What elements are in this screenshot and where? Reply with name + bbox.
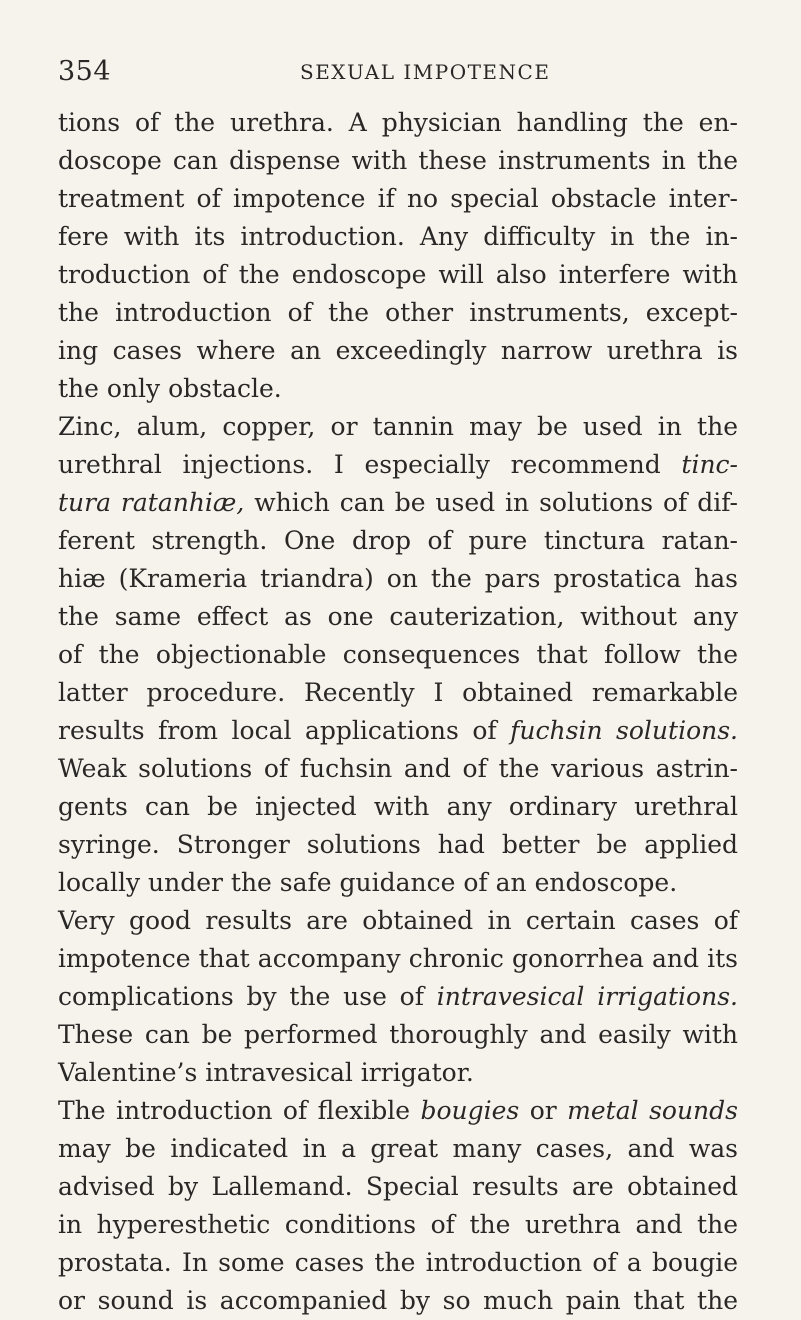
text-segment: advised by Lallemand. Special results are obtained — [58, 1172, 738, 1201]
text-segment: urethral injections. I especially recommend — [58, 450, 682, 479]
text-segment: tions of the urethra. A physician handling the en- — [58, 108, 738, 137]
text-line — [58, 712, 738, 750]
text-segment: the introduction of the other instruments, except- — [58, 298, 738, 327]
text-line — [58, 636, 738, 674]
running-title: SEXUAL IMPOTENCE — [300, 60, 551, 84]
italic-text: bougies — [420, 1096, 520, 1125]
text-segment: The introduction of flexible — [58, 1096, 421, 1125]
text-line — [58, 940, 738, 978]
text-segment: locally under the safe guidance of an endoscope. — [58, 868, 678, 897]
text-line — [58, 902, 738, 940]
text-segment: syringe. Stronger solutions had better be applied — [58, 830, 738, 859]
page-number: 354 — [58, 56, 112, 87]
page-header — [58, 56, 738, 92]
text-segment: doscope can dispense with these instruments in the — [58, 146, 738, 175]
text-segment: troduction of the endoscope will also interfere with — [58, 260, 738, 289]
text-line — [58, 256, 738, 294]
italic-text: tura ratanhiæ, — [58, 488, 245, 517]
text-segment: may be indicated in a great many cases, and was — [58, 1134, 738, 1163]
text-segment: the same effect as one cauterization, without any — [58, 602, 738, 631]
text-line — [58, 1092, 738, 1130]
text-line — [58, 332, 738, 370]
text-segment: ing cases where an exceedingly narrow urethra is — [58, 336, 738, 365]
text-segment: Valentine’s intravesical irrigator. — [58, 1058, 474, 1087]
text-line — [58, 1168, 738, 1206]
text-segment: treatment of impotence if no special obstacle inter- — [58, 184, 738, 213]
text-line — [58, 294, 738, 332]
italic-text: metal sounds — [567, 1096, 738, 1125]
text-segment: Very good results are obtained in certain cases of — [58, 906, 738, 935]
text-segment: prostata. In some cases the introduction of a bougie — [58, 1248, 738, 1277]
text-line — [58, 370, 738, 408]
text-segment: hiæ (Krameria triandra) on the pars prostatica has — [58, 564, 738, 593]
italic-text: intravesical irrigations. — [436, 982, 738, 1011]
text-segment: which can be used in solutions of dif- — [244, 488, 739, 517]
text-segment: ferent strength. One drop of pure tinctura ratan- — [58, 526, 738, 555]
text-line — [58, 446, 738, 484]
text-line — [58, 598, 738, 636]
text-segment: Weak solutions of fuchsin and of the various astrin- — [58, 754, 738, 783]
text-line — [58, 1282, 738, 1320]
text-line — [58, 826, 738, 864]
text-segment: fere with its introduction. Any difficulty in the in- — [58, 222, 738, 251]
text-line — [58, 1244, 738, 1282]
text-line — [58, 1054, 738, 1092]
text-segment: gents can be injected with any ordinary urethral — [58, 792, 738, 821]
text-line — [58, 864, 738, 902]
text-line — [58, 1206, 738, 1244]
text-line — [58, 788, 738, 826]
text-segment: These can be performed thoroughly and easily with — [58, 1020, 738, 1049]
italic-text: fuchsin solutions. — [510, 716, 738, 745]
text-line — [58, 522, 738, 560]
text-segment: results from local applications of — [58, 716, 511, 745]
text-segment: complications by the use of — [58, 982, 437, 1011]
text-line — [58, 1016, 738, 1054]
text-line — [58, 674, 738, 712]
text-segment: of the objectionable consequences that follow the — [58, 640, 738, 669]
text-segment: impotence that accompany chronic gonorrhea and its — [58, 944, 738, 973]
text-line — [58, 218, 738, 256]
text-line — [58, 142, 738, 180]
italic-text: tinc- — [681, 450, 738, 479]
text-segment: in hyperesthetic conditions of the urethra and the — [58, 1210, 738, 1239]
text-line — [58, 484, 738, 522]
text-line — [58, 180, 738, 218]
text-segment: the only obstacle. — [58, 374, 282, 403]
text-segment: Zinc, alum, copper, or tannin may be used in the — [58, 412, 738, 441]
body-text — [58, 104, 738, 1320]
text-line — [58, 408, 738, 446]
text-segment: or sound is accompanied by so much pain that the — [58, 1286, 738, 1315]
text-line — [58, 978, 738, 1016]
text-line — [58, 750, 738, 788]
text-segment: latter procedure. Recently I obtained remarkable — [58, 678, 738, 707]
text-line — [58, 104, 738, 142]
text-line — [58, 1130, 738, 1168]
text-segment: or — [519, 1096, 568, 1125]
text-line — [58, 560, 738, 598]
